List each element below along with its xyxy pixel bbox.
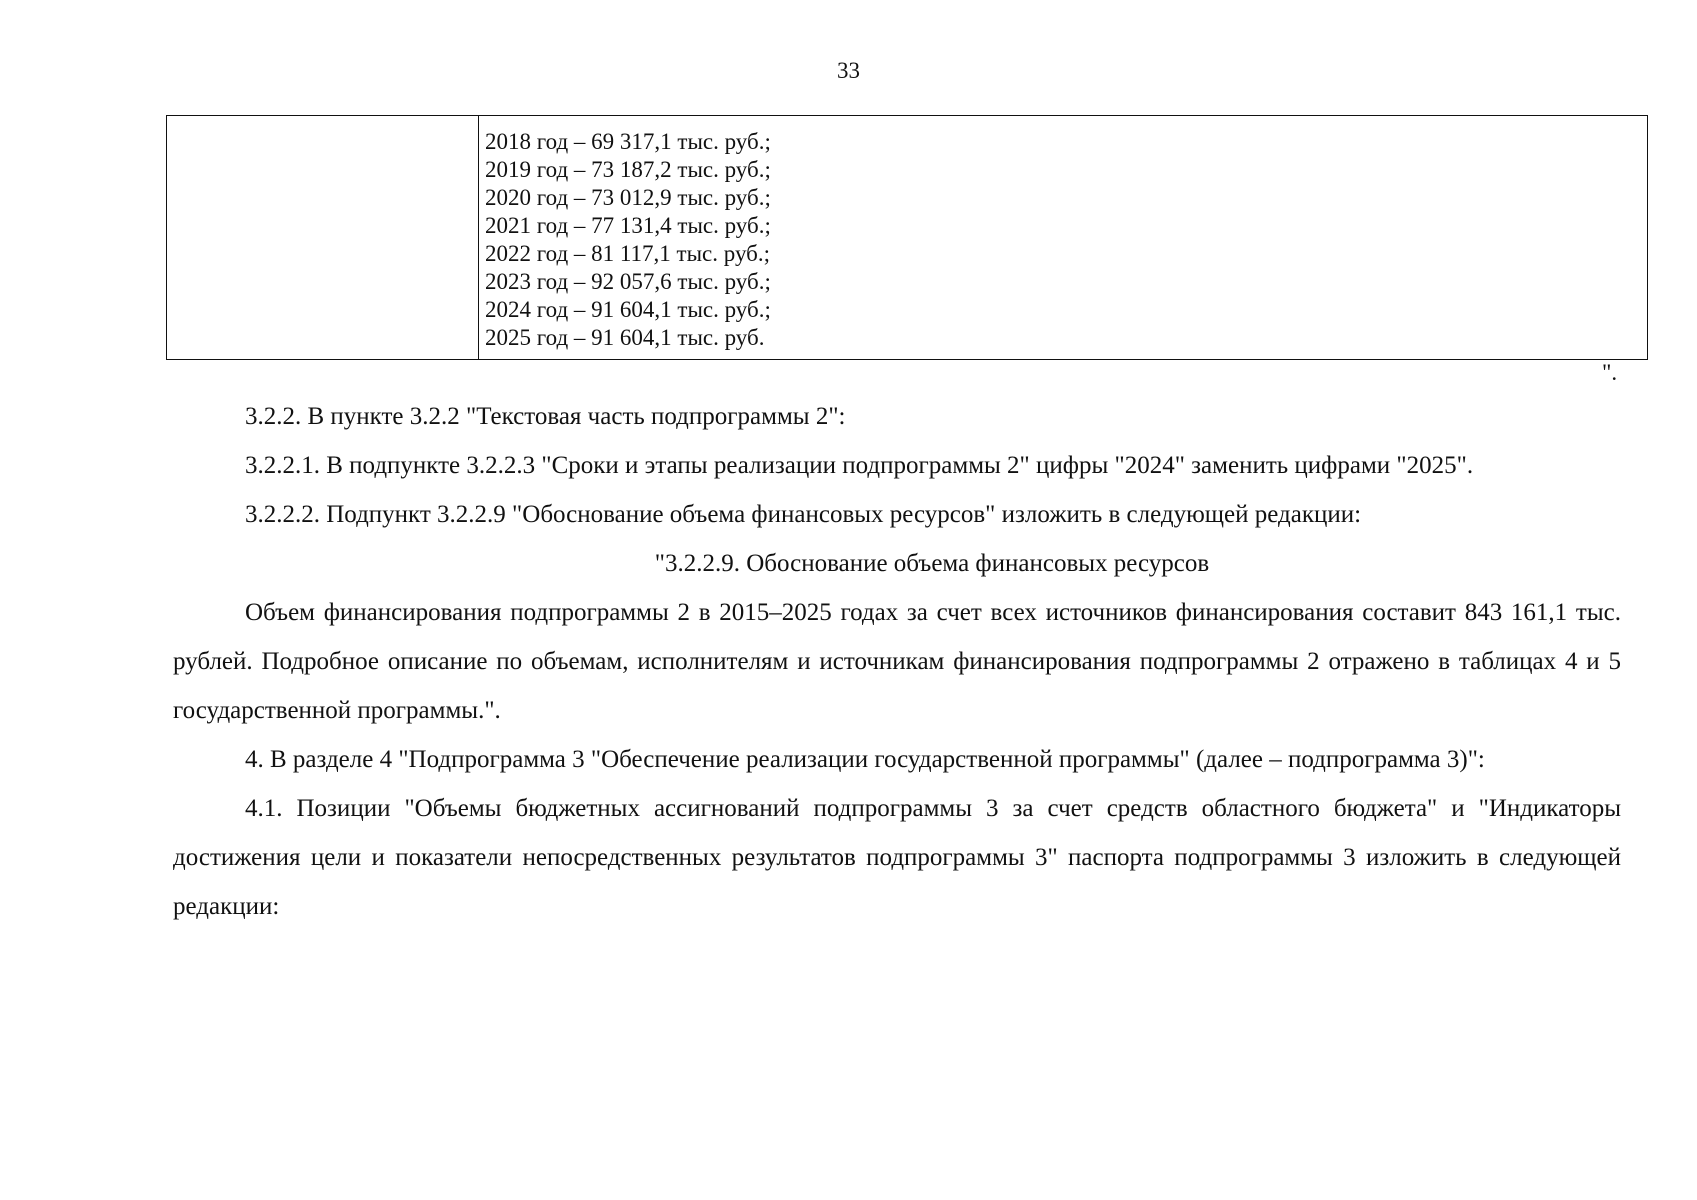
closing-quote: ".	[1602, 360, 1618, 385]
paragraph-section-4: 4. В разделе 4 "Подпрограмма 3 "Обеспечение реализации государственной программы" (далее – подпрограмма 3)":	[245, 746, 1485, 773]
financing-line-2022: 2022 год – 81 117,1 тыс. руб.;	[485, 241, 770, 266]
financing-line-2024: 2024 год – 91 604,1 тыс. руб.;	[485, 297, 771, 322]
financing-line-2025: 2025 год – 91 604,1 тыс. руб.	[485, 325, 765, 350]
financing-line-2019: 2019 год – 73 187,2 тыс. руб.;	[485, 157, 771, 182]
financing-line-2021: 2021 год – 77 131,4 тыс. руб.;	[485, 213, 771, 238]
financing-line-2020: 2020 год – 73 012,9 тыс. руб.;	[485, 185, 771, 210]
table-left-cell	[167, 116, 479, 359]
financing-table	[166, 115, 1648, 360]
paragraph-3-2-2-2: 3.2.2.2. Подпункт 3.2.2.9 "Обоснование объема финансовых ресурсов" изложить в следующей редакции:	[245, 501, 1362, 528]
page-number: 33	[837, 58, 860, 83]
section-heading: "3.2.2.9. Обоснование объема финансовых ресурсов	[654, 550, 1210, 577]
paragraph-financing-volume: Объем финансирования подпрограммы 2 в 2015–2025 годах за счет всех источников финансирования составит 843 161,1 тыс. рублей. Подробное описание по объемам, исполнителям и источникам финансирования подпрограммы 2 отражено в таблицах 4 и 5 государственной программы.".	[173, 599, 1621, 724]
financing-line-2023: 2023 год – 92 057,6 тыс. руб.;	[485, 269, 771, 294]
table-right-cell	[479, 116, 1647, 359]
paragraph-3-2-2-1: 3.2.2.1. В подпункте 3.2.2.3 "Сроки и этапы реализации подпрограммы 2" цифры "2024" заменить цифрами "2025".	[245, 452, 1474, 479]
paragraph-4-1: 4.1. Позиции "Объемы бюджетных ассигнований подпрограммы 3 за счет средств областного бюджета" и "Индикаторы достижения цели и показатели непосредственных результатов подпрограммы 3" паспорта подпрограммы 3 изложить в следующей редакции:	[173, 795, 1621, 920]
body-text	[173, 392, 1621, 931]
paragraph-3-2-2: 3.2.2. В пункте 3.2.2 "Текстовая часть подпрограммы 2":	[245, 403, 846, 430]
financing-line-2018: 2018 год – 69 317,1 тыс. руб.;	[485, 129, 771, 154]
